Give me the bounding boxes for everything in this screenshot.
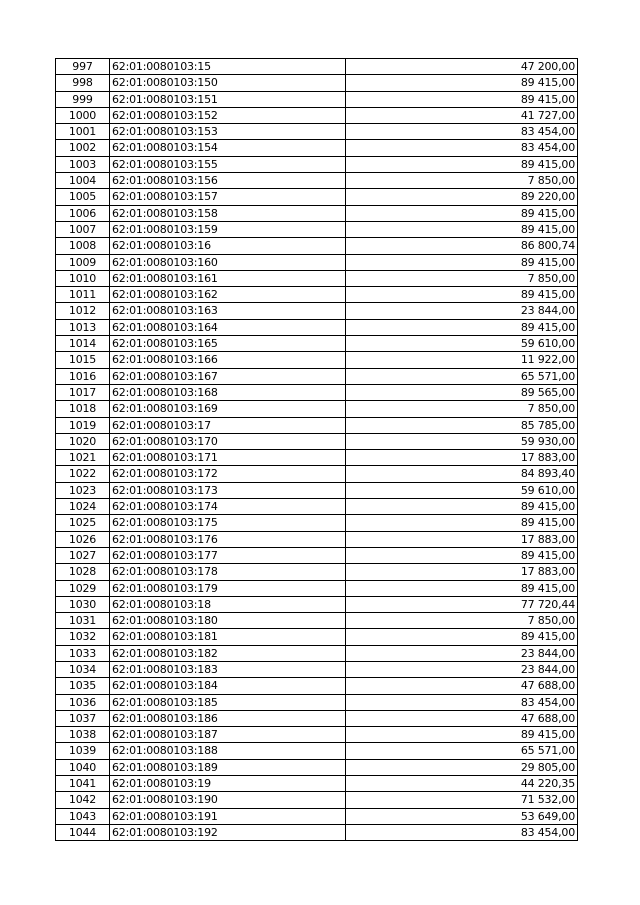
value-cell: 89 415,00: [346, 499, 578, 515]
row-number-cell: 1028: [56, 564, 110, 580]
row-number-cell: 1043: [56, 808, 110, 824]
row-number-cell: 1032: [56, 629, 110, 645]
table-row: [56, 515, 578, 531]
cadastral-number-cell: 62:01:0080103:168: [110, 384, 346, 400]
row-number-cell: 1035: [56, 678, 110, 694]
cadastral-number-cell: 62:01:0080103:18: [110, 596, 346, 612]
cadastral-number-cell: 62:01:0080103:150: [110, 75, 346, 91]
row-number-cell: 999: [56, 91, 110, 107]
cadastral-number-cell: 62:01:0080103:174: [110, 499, 346, 515]
value-cell: 89 415,00: [346, 287, 578, 303]
table-row: [56, 629, 578, 645]
row-number-cell: 1025: [56, 515, 110, 531]
cadastral-number-cell: 62:01:0080103:180: [110, 613, 346, 629]
row-number-cell: 1015: [56, 352, 110, 368]
value-cell: 89 415,00: [346, 547, 578, 563]
value-cell: 86 800,74: [346, 238, 578, 254]
row-number-cell: 1000: [56, 107, 110, 123]
value-cell: 83 454,00: [346, 824, 578, 840]
table-row: [56, 287, 578, 303]
cadastral-number-cell: 62:01:0080103:183: [110, 661, 346, 677]
table-row: [56, 189, 578, 205]
table-row: [56, 59, 578, 75]
cadastral-number-cell: 62:01:0080103:155: [110, 156, 346, 172]
data-table: [55, 58, 578, 841]
value-cell: 77 720,44: [346, 596, 578, 612]
table-row: [56, 270, 578, 286]
value-cell: 89 415,00: [346, 91, 578, 107]
cadastral-number-cell: 62:01:0080103:162: [110, 287, 346, 303]
value-cell: 65 571,00: [346, 368, 578, 384]
table-row: [56, 433, 578, 449]
table-row: [56, 221, 578, 237]
table-row: [56, 531, 578, 547]
value-cell: 65 571,00: [346, 743, 578, 759]
value-cell: 84 893,40: [346, 466, 578, 482]
row-number-cell: 1021: [56, 450, 110, 466]
table-row: [56, 759, 578, 775]
cadastral-number-cell: 62:01:0080103:187: [110, 727, 346, 743]
table-row: [56, 91, 578, 107]
cadastral-number-cell: 62:01:0080103:169: [110, 401, 346, 417]
row-number-cell: 1016: [56, 368, 110, 384]
row-number-cell: 1039: [56, 743, 110, 759]
row-number-cell: 1023: [56, 482, 110, 498]
value-cell: 89 415,00: [346, 221, 578, 237]
cadastral-number-cell: 62:01:0080103:157: [110, 189, 346, 205]
value-cell: 89 565,00: [346, 384, 578, 400]
table-row: [56, 401, 578, 417]
table-row: [56, 205, 578, 221]
table-row: [56, 580, 578, 596]
table-row: [56, 645, 578, 661]
cadastral-number-cell: 62:01:0080103:176: [110, 531, 346, 547]
cadastral-number-cell: 62:01:0080103:16: [110, 238, 346, 254]
cadastral-number-cell: 62:01:0080103:164: [110, 319, 346, 335]
row-number-cell: 1008: [56, 238, 110, 254]
cadastral-number-cell: 62:01:0080103:171: [110, 450, 346, 466]
value-cell: 83 454,00: [346, 140, 578, 156]
row-number-cell: 1018: [56, 401, 110, 417]
cadastral-number-cell: 62:01:0080103:175: [110, 515, 346, 531]
table-row: [56, 678, 578, 694]
table-row: [56, 319, 578, 335]
row-number-cell: 1011: [56, 287, 110, 303]
value-cell: 29 805,00: [346, 759, 578, 775]
table-row: [56, 727, 578, 743]
row-number-cell: 1006: [56, 205, 110, 221]
value-cell: 23 844,00: [346, 661, 578, 677]
table-row: [56, 336, 578, 352]
table-row: [56, 173, 578, 189]
value-cell: 89 415,00: [346, 254, 578, 270]
value-cell: 7 850,00: [346, 401, 578, 417]
value-cell: 89 415,00: [346, 727, 578, 743]
cadastral-number-cell: 62:01:0080103:19: [110, 776, 346, 792]
value-cell: 89 415,00: [346, 580, 578, 596]
value-cell: 59 610,00: [346, 482, 578, 498]
row-number-cell: 1014: [56, 336, 110, 352]
row-number-cell: 997: [56, 59, 110, 75]
cadastral-number-cell: 62:01:0080103:17: [110, 417, 346, 433]
value-cell: 17 883,00: [346, 564, 578, 580]
row-number-cell: 1038: [56, 727, 110, 743]
row-number-cell: 1029: [56, 580, 110, 596]
table-row: [56, 661, 578, 677]
cadastral-number-cell: 62:01:0080103:192: [110, 824, 346, 840]
row-number-cell: 1030: [56, 596, 110, 612]
table-row: [56, 596, 578, 612]
row-number-cell: 1001: [56, 124, 110, 140]
value-cell: 89 415,00: [346, 319, 578, 335]
table-row: [56, 75, 578, 91]
value-cell: 7 850,00: [346, 613, 578, 629]
value-cell: 53 649,00: [346, 808, 578, 824]
table-row: [56, 466, 578, 482]
row-number-cell: 1012: [56, 303, 110, 319]
value-cell: 41 727,00: [346, 107, 578, 123]
table-row: [56, 499, 578, 515]
cadastral-number-cell: 62:01:0080103:15: [110, 59, 346, 75]
cadastral-number-cell: 62:01:0080103:166: [110, 352, 346, 368]
cadastral-number-cell: 62:01:0080103:190: [110, 792, 346, 808]
row-number-cell: 1020: [56, 433, 110, 449]
value-cell: 89 415,00: [346, 205, 578, 221]
cadastral-number-cell: 62:01:0080103:158: [110, 205, 346, 221]
value-cell: 44 220,35: [346, 776, 578, 792]
cadastral-number-cell: 62:01:0080103:159: [110, 221, 346, 237]
cadastral-number-cell: 62:01:0080103:156: [110, 173, 346, 189]
value-cell: 89 415,00: [346, 75, 578, 91]
value-cell: 47 688,00: [346, 678, 578, 694]
table-row: [56, 450, 578, 466]
row-number-cell: 1040: [56, 759, 110, 775]
value-cell: 59 610,00: [346, 336, 578, 352]
table-row: [56, 743, 578, 759]
row-number-cell: 1010: [56, 270, 110, 286]
cadastral-number-cell: 62:01:0080103:188: [110, 743, 346, 759]
table-row: [56, 107, 578, 123]
cadastral-number-cell: 62:01:0080103:181: [110, 629, 346, 645]
cadastral-number-cell: 62:01:0080103:173: [110, 482, 346, 498]
value-cell: 23 844,00: [346, 645, 578, 661]
row-number-cell: 1017: [56, 384, 110, 400]
cadastral-number-cell: 62:01:0080103:167: [110, 368, 346, 384]
value-cell: 85 785,00: [346, 417, 578, 433]
row-number-cell: 1037: [56, 710, 110, 726]
table-row: [56, 417, 578, 433]
row-number-cell: 1041: [56, 776, 110, 792]
row-number-cell: 1004: [56, 173, 110, 189]
value-cell: 17 883,00: [346, 450, 578, 466]
table-row: [56, 710, 578, 726]
value-cell: 89 415,00: [346, 629, 578, 645]
cadastral-number-cell: 62:01:0080103:178: [110, 564, 346, 580]
cadastral-number-cell: 62:01:0080103:182: [110, 645, 346, 661]
value-cell: 83 454,00: [346, 124, 578, 140]
cadastral-number-cell: 62:01:0080103:153: [110, 124, 346, 140]
row-number-cell: 1034: [56, 661, 110, 677]
table-row: [56, 384, 578, 400]
cadastral-value-table: [55, 58, 577, 841]
table-row: [56, 303, 578, 319]
cadastral-number-cell: 62:01:0080103:179: [110, 580, 346, 596]
cadastral-number-cell: 62:01:0080103:160: [110, 254, 346, 270]
value-cell: 17 883,00: [346, 531, 578, 547]
cadastral-number-cell: 62:01:0080103:151: [110, 91, 346, 107]
row-number-cell: 1007: [56, 221, 110, 237]
row-number-cell: 1022: [56, 466, 110, 482]
table-row: [56, 547, 578, 563]
cadastral-number-cell: 62:01:0080103:189: [110, 759, 346, 775]
value-cell: 47 688,00: [346, 710, 578, 726]
row-number-cell: 1005: [56, 189, 110, 205]
table-row: [56, 368, 578, 384]
row-number-cell: 1036: [56, 694, 110, 710]
table-row: [56, 776, 578, 792]
row-number-cell: 998: [56, 75, 110, 91]
value-cell: 83 454,00: [346, 694, 578, 710]
table-row: [56, 808, 578, 824]
row-number-cell: 1009: [56, 254, 110, 270]
cadastral-number-cell: 62:01:0080103:161: [110, 270, 346, 286]
value-cell: 89 220,00: [346, 189, 578, 205]
cadastral-number-cell: 62:01:0080103:170: [110, 433, 346, 449]
row-number-cell: 1026: [56, 531, 110, 547]
row-number-cell: 1003: [56, 156, 110, 172]
value-cell: 89 415,00: [346, 156, 578, 172]
table-row: [56, 352, 578, 368]
cadastral-number-cell: 62:01:0080103:185: [110, 694, 346, 710]
value-cell: 7 850,00: [346, 270, 578, 286]
cadastral-number-cell: 62:01:0080103:172: [110, 466, 346, 482]
cadastral-number-cell: 62:01:0080103:186: [110, 710, 346, 726]
table-row: [56, 124, 578, 140]
value-cell: 71 532,00: [346, 792, 578, 808]
value-cell: 23 844,00: [346, 303, 578, 319]
row-number-cell: 1024: [56, 499, 110, 515]
table-row: [56, 824, 578, 840]
value-cell: 7 850,00: [346, 173, 578, 189]
value-cell: 59 930,00: [346, 433, 578, 449]
value-cell: 11 922,00: [346, 352, 578, 368]
table-row: [56, 140, 578, 156]
table-row: [56, 254, 578, 270]
table-row: [56, 482, 578, 498]
row-number-cell: 1002: [56, 140, 110, 156]
cadastral-number-cell: 62:01:0080103:152: [110, 107, 346, 123]
cadastral-number-cell: 62:01:0080103:184: [110, 678, 346, 694]
value-cell: 89 415,00: [346, 515, 578, 531]
table-row: [56, 792, 578, 808]
table-row: [56, 156, 578, 172]
row-number-cell: 1027: [56, 547, 110, 563]
cadastral-number-cell: 62:01:0080103:165: [110, 336, 346, 352]
cadastral-number-cell: 62:01:0080103:163: [110, 303, 346, 319]
table-row: [56, 694, 578, 710]
cadastral-number-cell: 62:01:0080103:191: [110, 808, 346, 824]
row-number-cell: 1031: [56, 613, 110, 629]
table-body: [56, 59, 578, 841]
table-row: [56, 238, 578, 254]
row-number-cell: 1013: [56, 319, 110, 335]
row-number-cell: 1033: [56, 645, 110, 661]
value-cell: 47 200,00: [346, 59, 578, 75]
cadastral-number-cell: 62:01:0080103:154: [110, 140, 346, 156]
row-number-cell: 1019: [56, 417, 110, 433]
table-row: [56, 564, 578, 580]
table-row: [56, 613, 578, 629]
row-number-cell: 1042: [56, 792, 110, 808]
cadastral-number-cell: 62:01:0080103:177: [110, 547, 346, 563]
row-number-cell: 1044: [56, 824, 110, 840]
